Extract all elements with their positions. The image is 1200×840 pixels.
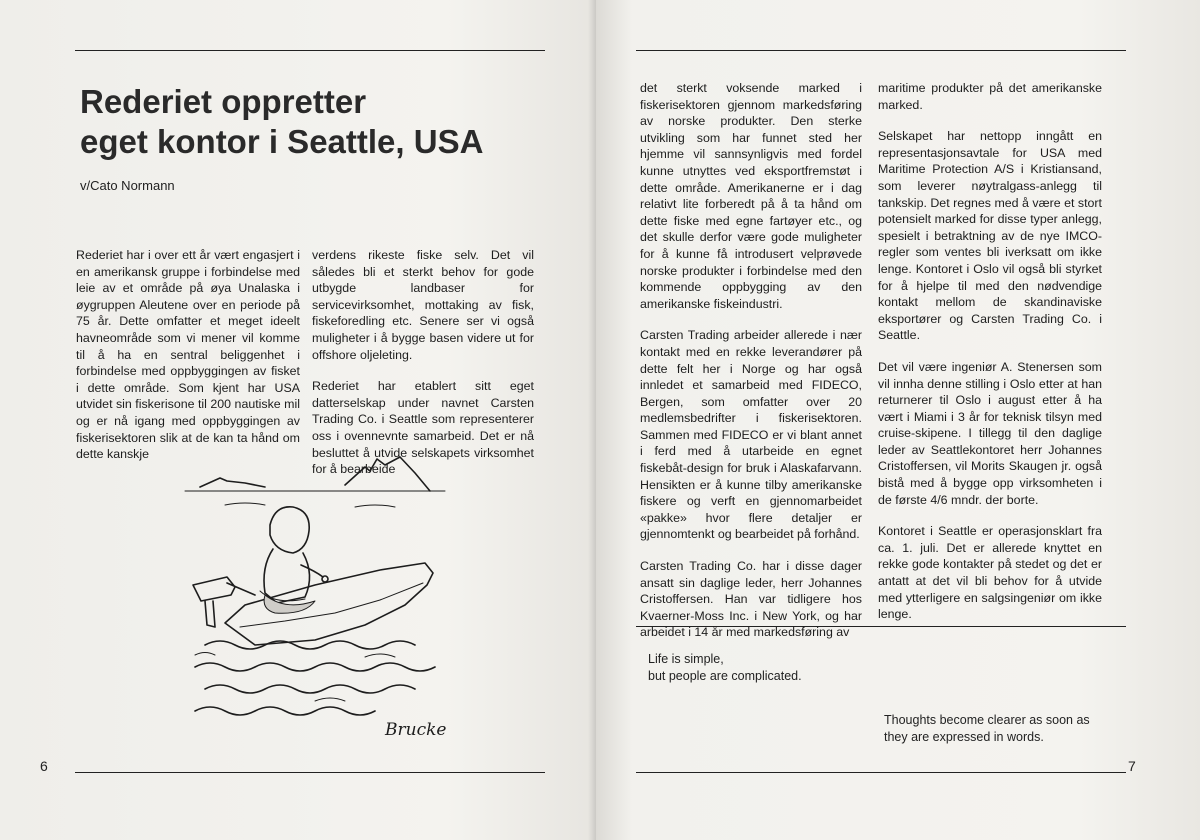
mid-rule-right bbox=[636, 626, 1126, 627]
iceberg-left bbox=[200, 478, 265, 487]
headline-line-1: Rederiet oppretter bbox=[80, 83, 367, 120]
left-page bbox=[0, 0, 596, 840]
page-number-left: 6 bbox=[40, 758, 48, 774]
character-body bbox=[264, 549, 310, 603]
right-column-2 bbox=[878, 80, 1102, 638]
left-column-1 bbox=[76, 247, 300, 478]
outboard-motor bbox=[193, 577, 235, 601]
page-number-right: 7 bbox=[1128, 758, 1136, 774]
paragraph: maritime produkter på det amerikanske marked. bbox=[878, 81, 1102, 112]
right-page bbox=[596, 0, 1200, 840]
top-rule-right bbox=[636, 50, 1126, 51]
quote-life-is-simple bbox=[648, 651, 802, 685]
article-headline bbox=[80, 82, 540, 162]
quote-thoughts bbox=[884, 712, 1090, 746]
paragraph: det sterkt voksende marked i fiskerisektoren gjennom markedsføring av norske produkter. Den sterke utvikling som har funnet sted her hjemme vil sannsynligvis med fordel kunne utnyttes ved eksportfremstøt i dette område. Amerikanerne er i dag relativt lite forberedt på å ta hånd om dette fiske med egne fartøyer etc., og det skulle derfor være gode muligheter for å kunne få introdusert velprøvede norske produkter i forbindelse med den kommende oppbygging av den amerikanske fiskeindustri. bbox=[640, 81, 862, 311]
bottom-rule-right bbox=[636, 772, 1126, 773]
bottom-rule-left bbox=[75, 772, 545, 773]
quote-line: Life is simple, bbox=[648, 652, 724, 666]
character-head bbox=[270, 507, 309, 553]
paragraph: Carsten Trading Co. har i disse dager ansatt sin daglige leder, herr Johannes Cristoffersen. Han var tidligere hos Kvaerner-Moss Inc. i New York, og har arbeidet i 14 år med markedsføring av bbox=[640, 559, 862, 640]
iceberg-right bbox=[345, 457, 430, 491]
byline: v/Cato Normann bbox=[80, 178, 175, 193]
quote-line: but people are complicated. bbox=[648, 669, 802, 683]
paragraph: Kontoret i Seattle er operasjonsklart fra ca. 1. juli. Det er allerede knyttet en rekke gode kontakter på stedet og det er antatt at det vil bli behov for å utvide med ytterligere en salgsingeniør om ikke lenge. bbox=[878, 524, 1102, 622]
paragraph: verdens rikeste fiske selv. Det vil således bli et sterkt behov for gode utbygde landbaser for servicevirksomhet, mottaking av fisk, fiskeforedling etc. Senere ser vi også muligheter i å bygge basen videre ut for offshore oljeleting. bbox=[312, 248, 534, 362]
cartoon-illustration bbox=[165, 445, 465, 745]
paragraph: Det vil være ingeniør A. Stenersen som vil innha denne stilling i Oslo etter at han returnerer til Oslo i august etter å ha vært i Miami i 3 år for teknisk tilsyn med cruise-skipene. I tillegg til den daglige leder av Seattlekontoret herr Johannes Cristoffersen, vil Morits Skaugen jr. også bistå med å bygge opp virksomheten i de første 4/6 mndr. der borte. bbox=[878, 359, 1102, 507]
headline-line-2: eget kontor i Seattle, USA bbox=[80, 123, 484, 160]
quote-line: they are expressed in words. bbox=[884, 730, 1044, 744]
right-column-1 bbox=[640, 80, 862, 656]
cartoon-signature: Brucke bbox=[385, 720, 447, 740]
paragraph: Rederiet har etablert sitt eget datterselskap under navnet Carsten Trading Co. i Seattle som representerer oss i ovennevnte samarbeid. Det er nå besluttet å utvide selskapets virksomhet for å bearbeide bbox=[312, 379, 534, 477]
top-rule-left bbox=[75, 50, 545, 51]
quote-line: Thoughts become clearer as soon as bbox=[884, 713, 1090, 727]
paragraph: Selskapet har nettopp inngått en representasjonsavtale for USA med Maritime Protection A/S i Kristiansand, som leverer nøytralgass-anlegg til tankskip. Det regnes med å være et stort potensielt marked for disse typer anlegg, spesielt i betraktning av de nye IMCO-regler som ventes bli iverksatt om ikke lenge. Kontoret i Oslo vil også bli styrket for å hjelpe til med den nødvendige kontakt mellom de skandinaviske eksportører og Carsten Trading Co. i Seattle. bbox=[878, 129, 1102, 343]
ice-floe bbox=[225, 563, 433, 645]
paragraph: Rederiet har i over ett år vært engasjert i en amerikansk gruppe i forbindelse med leie av et område på øya Unalaska i øygruppen Aleutene over en periode på 75 år. Dette omfatter et meget ideelt havneområde som vi mener vil komme til å ha en sentral beliggenhet i forbindelse med oppbyggingen av fisket i dette område. Som kjent har USA utvidet sin fiskerisone til 200 nautiske mil og er nå igang med oppbyggingen av fiskerisektoren slik at de kan ta hånd om dette kanskje bbox=[76, 248, 300, 462]
paragraph: Carsten Trading arbeider allerede i nær kontakt med en rekke leverandører på dette felt her i Norge og har også innledet et samarbeid med FIDECO, Bergen, som omfatter over 20 medlemsbedrifter i fiskerisektoren. Sammen med FIDECO er vi blant annet i ferd med å utarbeide en egnet fiskebåt-design for bruk i Alaskafarvann. Hensikten er å kunne tilby amerikanske fiskere og verft en gjennomarbeidet «pakke» hvor flere detaljer er gjennomtenkt og bearbeidet på forhånd. bbox=[640, 328, 862, 542]
